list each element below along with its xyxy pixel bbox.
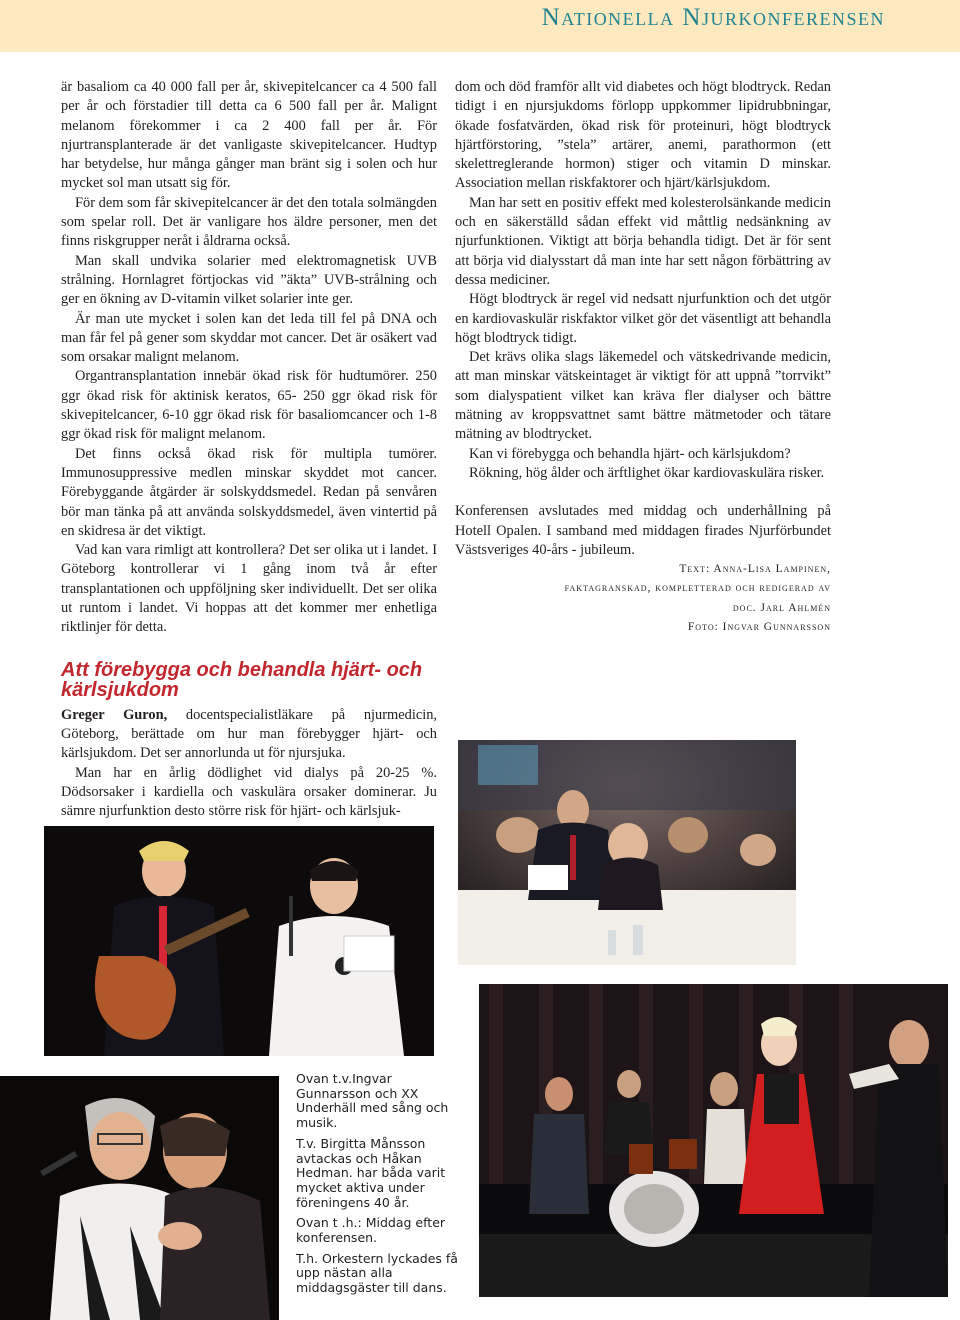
left-paragraph-8: Man har en årlig dödlighet vid dialys på 20-25 %. Dödsorsaker i kardiella och vaskulära orsaker dominerar. Ju sämre njurfunktion desto större risk för hjärt- och kärlsjuk-	[61, 764, 437, 820]
closing-paragraph: Konferensen avslutades med middag och underhållning på Hotell Opalen. I samband med middagen firades Njurförbundet Västsveriges 40-års - jubileum.	[455, 503, 831, 558]
photo-dinner	[458, 740, 796, 965]
section-title: Nationella Njurkonferensen	[541, 4, 885, 31]
photo-captions	[296, 1072, 466, 1302]
left-column	[61, 78, 437, 821]
left-paragraph-5: Organtransplantation innebär ökad risk för hudtumörer. 250 ggr ökad risk för aktinisk keratos, 65- 250 ggr ökad risk för skivepitelcancer, 6-10 ggr ökad risk för basaliomcancer och 1-8 ggr ökad risk för malignt melanom.	[61, 368, 437, 443]
lead-name: Greger Guron,	[61, 706, 168, 723]
left-paragraph-3: Man skall undvika solarier med elektromagnetisk UVB strålning. Hornlagret förtjockas vid ”äkta” UVB-strålning och ger en ökning av D-vitamin vilket solarier inte ger.	[61, 252, 437, 308]
right-paragraph-6: Rökning, hög ålder och ärftlighet ökar kardiovaskulära risker.	[469, 464, 825, 481]
subheading: Att förebygga och behandla hjärt- och kärlsjukdom	[61, 658, 423, 701]
caption-hug: T.v. Birgitta Månsson avtackas och Håkan Hedman. har båda varit mycket aktiva under föreningens 40 år.	[296, 1135, 446, 1210]
left-paragraph-2: För dem som får skivepitelcancer är det den totala solmängden som spelar roll. Det är vanligare hos äldre personer, men det finns riskgrupper neråt i åldrarna också.	[61, 194, 437, 250]
right-paragraph-1: dom och död framför allt vid diabetes och högt blodtryck. Redan tidigt i en njursjukdoms förlopp uppkommer lipidrubbningar, ökade fosfatvärden, ökad risk för proteinuri, högt blodtryck hjärtförstoring, ”stela” artärer, anemi, parathormon (ett skelettreglerande hormon) stiger och vitamin D minskar. Association mellan riskfaktorer och hjärt/kärlsjukdom.	[455, 79, 831, 192]
left-paragraph-7: Vad kan vara rimligt att kontrollera? Det ser olika ut i landet. I Göteborg kontrollerar vi 1 gång inom två år efter transplantationen och uppföljning sker individuellt. Det ser olika ut runtom i landet. Vi hoppas att det kommer mer enhetliga riktlinjer för detta.	[61, 542, 437, 636]
right-paragraph-2: Man har sett en positiv effekt med kolesterolsänkande medicin och en säkerställd sådan effekt vid måttlig nedsänkning av njurfunktionen. Viktigt att börja behandla tidigt. Det är för sent att börja vid dialysstart då man inte har sett någon förbättring av dessa mediciner.	[455, 194, 831, 288]
photo-band	[479, 984, 948, 1297]
right-paragraph-4: Det krävs olika slags läkemedel och vätskedrivande medicin, att man minskar vätskeintaget är viktigt för att uppnå ”torrvikt” som dialyspatient vilket kan kräva fler dialyser och bättre mätning av kroppsvattnet samt bättre mätmetoder och tätare mätning av blodtrycket.	[455, 349, 831, 443]
photo-singers	[44, 826, 434, 1056]
credit-photo: Foto: Ingvar Gunnarsson	[687, 621, 831, 634]
left-paragraph-1: är basaliom ca 40 000 fall per år, skivepitelcancer ca 4 500 fall per år och förstadier till detta ca 6 500 fall per år. Malignt melanom förekommer i ca 2 400 fall per år. För njurtransplanterade är det vanligaste skivepitelcancer. Hudtyp har betydelse, hur många gånger man bränt sig i solen och hur mycket sol man utsatt sig för.	[61, 79, 437, 192]
left-paragraph-4: Är man ute mycket i solen kan det leda till fel på DNA och man får fel på gener som skyddar mot cancer. Det är osäkert vad som orsakar malignt melanom.	[61, 310, 437, 366]
caption-dinner: Ovan t .h.: Middag efter konferensen.	[296, 1215, 446, 1246]
page-header	[0, 0, 960, 52]
right-column	[455, 78, 831, 637]
caption-band: T.h. Orkestern lyckades få upp nästan alla middagsgäster till dans.	[296, 1250, 458, 1296]
credit-editor: doc. Jarl Ahlmén	[732, 601, 831, 614]
credit-fact-check: faktagranskad, kompletterad och redigerad av	[564, 582, 831, 595]
caption-singers: Ovan t.v.Ingvar Gunnarsson och XX Underhäll med sång och musik.	[296, 1071, 449, 1131]
photo-hug	[0, 1076, 279, 1320]
lead-paragraph	[61, 706, 437, 764]
right-paragraph-5: Kan vi förebygga och behandla hjärt- och kärlsjukdom?	[469, 445, 791, 462]
credit-text: Text: Anna-Lisa Lampinen,	[679, 563, 831, 576]
right-paragraph-3: Högt blodtryck är regel vid nedsatt njurfunktion och det utgör en kardiovaskulär riskfaktor vilket gör det väsentligt att behandla högt blodtryck tidigt.	[455, 291, 831, 346]
lead-text: docentspecialistläkare på njurmedicin, Göteborg, berättade om hur man förebygger hjärt- och kärlsjukdom. Det ser annorlunda ut för njursjuka.	[61, 706, 437, 762]
left-paragraph-6: Det finns också ökad risk för multipla tumörer. Immunosuppressive medlen minskar skyddet mot cancer. Förebyggande åtgärder är solskyddsmedel. Redan på senvåren bör man tänka på att använda solskyddsmedel, även vintertid på en skidresa är det viktigt.	[61, 445, 437, 539]
